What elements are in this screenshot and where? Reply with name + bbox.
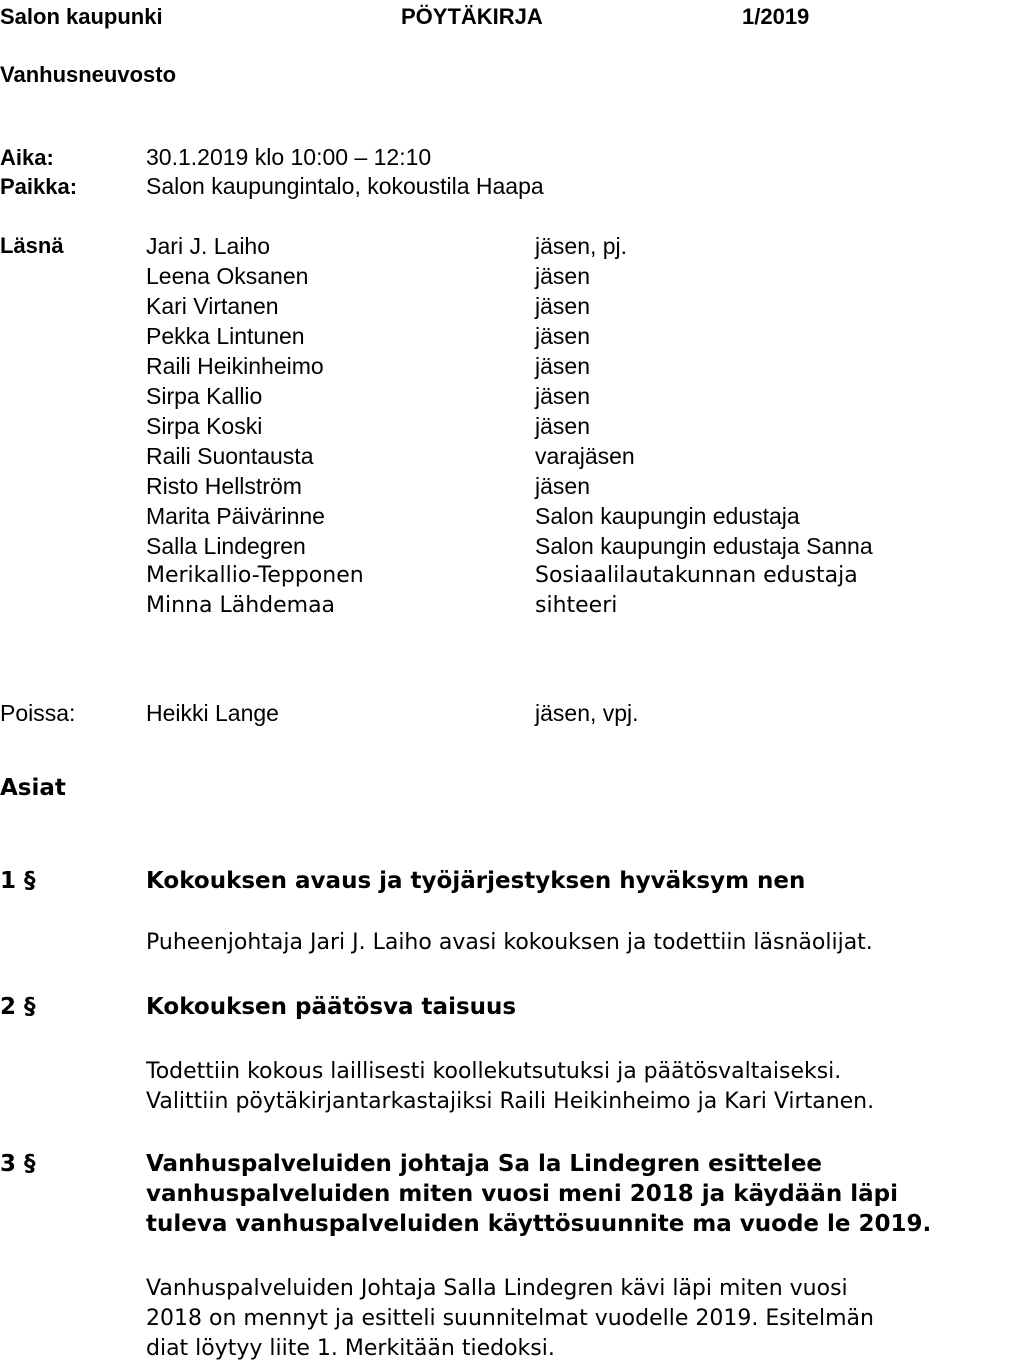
section-body-line: diat löytyy liite 1. Merkitään tiedoksi. [146,1336,555,1361]
matters-heading: Asiat [0,775,66,801]
present-name: Merikallio-Tepponen [146,563,364,588]
place-label: Paikka: [0,174,78,199]
present-role: jäsen [535,263,590,289]
time-label: Aika: [0,145,54,170]
present-role: Salon kaupungin edustaja [535,503,800,529]
present-name: Kari Virtanen [146,293,279,319]
section-number: 1 § [0,868,36,894]
present-roles-list [535,231,873,621]
present-role: varajäsen [535,443,635,469]
document-number: 1/2019 [742,4,810,29]
present-name: Sirpa Kallio [146,383,263,409]
present-name: Sirpa Koski [146,413,263,439]
present-name: Leena Oksanen [146,263,309,289]
present-role: jäsen [535,323,590,349]
present-role: jäsen [535,473,590,499]
absent-label: Poissa: [0,700,76,726]
org-name: Salon kaupunki [0,4,163,29]
present-name: Minna Lähdemaa [146,593,336,618]
present-name: Salla Lindegren [146,533,306,559]
section-number: 3 § [0,1151,36,1177]
section-title: Kokouksen avaus ja työjärjestyksen hyväksym nen [146,868,806,894]
body-name: Vanhusneuvosto [0,62,177,87]
present-name: Jari J. Laiho [146,233,271,259]
absent-name: Heikki Lange [146,700,279,726]
present-names-list [146,231,364,621]
section-body-line: Todettiin kokous laillisesti koollekutsutuksi ja päätösvaltaiseksi. [146,1059,842,1084]
present-role: jäsen [535,413,590,439]
absent-role: jäsen, vpj. [535,700,639,726]
section-title: Kokouksen päätösva taisuus [146,994,517,1020]
place-value: Salon kaupungintalo, kokoustila Haapa [146,173,544,199]
section-body-line: Vanhuspalveluiden Johtaja Salla Lindegren kävi läpi miten vuosi [146,1276,848,1301]
present-role: jäsen [535,293,590,319]
present-name: Raili Heikinheimo [146,353,324,379]
section-body: Puheenjohtaja Jari J. Laiho avasi kokouksen ja todettiin läsnäolijat. [146,930,873,955]
present-name: Pekka Lintunen [146,323,305,349]
section-title [146,1149,931,1239]
present-role: jäsen, pj. [535,233,628,259]
present-name: Marita Päivärinne [146,503,325,529]
present-name: Raili Suontausta [146,443,314,469]
present-role: sihteeri [535,593,618,618]
present-name: Risto Hellström [146,473,302,499]
section-title-line: tuleva vanhuspalveluiden käyttösuunnite ma vuode le 2019. [146,1211,932,1237]
section-title-line: Vanhuspalveluiden johtaja Sa la Lindegren esittelee [146,1151,823,1177]
time-value: 30.1.2019 klo 10:00 – 12:10 [146,144,432,170]
section-body-line: 2018 on mennyt ja esitteli suunnitelmat vuodelle 2019. Esitelmän [146,1306,874,1331]
present-role: jäsen [535,383,590,409]
present-role: Sosiaalilautakunnan edustaja [535,563,858,588]
section-body [146,1274,874,1364]
section-number: 2 § [0,994,36,1020]
document-type: PÖYTÄKIRJA [401,4,543,29]
section-title-line: vanhuspalveluiden miten vuosi meni 2018 ja käydään läpi [146,1181,898,1207]
present-label: Läsnä [0,233,64,258]
present-role: jäsen [535,353,590,379]
section-body [146,1057,874,1117]
section-body-line: Valittiin pöytäkirjantarkastajiksi Raili Heikinheimo ja Kari Virtanen. [146,1089,875,1114]
present-role: Salon kaupungin edustaja Sanna [535,533,873,559]
